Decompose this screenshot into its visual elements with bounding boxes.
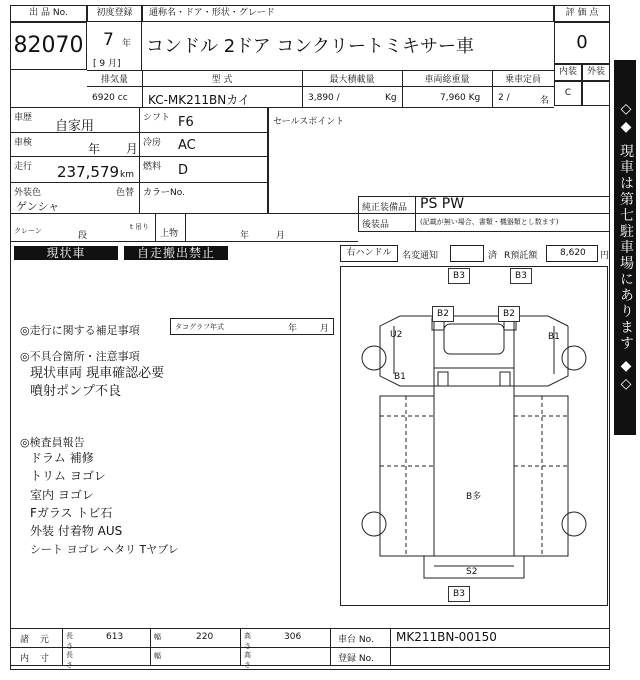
equip-left-rule — [358, 196, 359, 231]
crane-row — [10, 213, 358, 242]
inner-label: 内 寸 — [20, 654, 49, 664]
maxload-value: 3,890 / — [308, 93, 340, 103]
footer-div-2 — [150, 628, 151, 666]
crane-label: クレーン — [14, 227, 42, 235]
spec-divider-4 — [492, 70, 493, 107]
ext-color-label: 外装色 — [14, 188, 42, 198]
mileage-value: 237,579 — [57, 163, 120, 181]
fuel-label: 燃料 — [143, 162, 162, 172]
reg-label: 登録 No. — [338, 654, 374, 664]
footer-rule — [10, 647, 610, 648]
r-fee-label: R預託額 — [504, 251, 538, 261]
equip-mid-rule — [358, 213, 610, 214]
aircon-label: 冷房 — [143, 138, 162, 148]
inspector-line-6: シート ヨゴレ ヘタリ Tヤブレ — [30, 543, 179, 556]
tacho-value: 年 月 — [288, 324, 329, 334]
detail-rule-2 — [10, 156, 268, 157]
maxload-label: 最大積載量 — [329, 75, 375, 85]
mark-u2: U2 — [390, 330, 403, 340]
dims-label: 諸 元 — [20, 635, 49, 645]
equipment-value: PS PW — [420, 196, 465, 212]
equip-label-rule — [415, 196, 416, 231]
gross-label: 車両総重量 — [424, 75, 470, 85]
color-swap-label: 色替 — [116, 188, 135, 198]
capacity-label: 乗車定員 — [504, 75, 541, 85]
mark-b3-front-right: B3 — [510, 268, 532, 284]
aftermarket-note: (記載が無い場合、書類・機器類とし数ます) — [420, 218, 559, 226]
mark-b2-cab-left: B2 — [432, 306, 454, 322]
height-value: 306 — [284, 632, 302, 642]
crane-value: 段 — [78, 231, 88, 241]
spec-divider-3 — [402, 70, 403, 107]
footer-div-3 — [240, 628, 241, 666]
inspector-line-2: トリム ヨゴレ — [30, 469, 106, 483]
vehicle-name-label: 通称名・ドア・形状・グレード — [142, 5, 554, 22]
model-value: KC-MK211BNカイ — [148, 93, 250, 107]
displacement-value: 6920 cc — [92, 93, 128, 103]
detail-rule-1 — [10, 132, 268, 133]
first-reg-year: 7 — [103, 30, 114, 50]
crane-divider — [155, 213, 156, 242]
mark-s2: S2 — [466, 567, 478, 577]
exterior-grade — [582, 81, 610, 106]
maxload-unit: Kg — [385, 93, 397, 103]
mark-b3-front-left: B3 — [448, 268, 470, 284]
capacity-value: 2 / — [498, 93, 510, 103]
width-label: 幅 — [154, 633, 161, 641]
equip-top-rule — [358, 196, 610, 197]
spec-divider-1 — [142, 70, 143, 107]
displacement-label: 排気量 — [100, 75, 128, 85]
defect-line-1: 現状車両 現車確認必要 — [30, 366, 165, 381]
recycle-done: 済 — [488, 251, 498, 261]
r-fee-value: 8,620 — [560, 248, 586, 258]
upper-value: 年 月 — [240, 231, 285, 241]
crane-bottom — [358, 231, 610, 232]
inner-width-label: 幅 — [154, 652, 161, 660]
mileage-label: 走行 — [14, 162, 33, 172]
r-fee-unit: 円 — [600, 251, 610, 261]
truck-diagram — [340, 266, 608, 606]
upper-divider — [185, 213, 186, 242]
inspector-line-3: 室内 ヨゴレ — [30, 488, 94, 502]
fuel-value: D — [178, 163, 189, 178]
length-label: 長さ — [66, 632, 73, 650]
first-reg-cell — [87, 22, 142, 70]
inner-length-label: 長さ — [66, 651, 73, 669]
exterior-label: 外装 — [582, 64, 610, 81]
height-label: 高さ — [244, 632, 251, 650]
inspection-label: 車検 — [14, 138, 33, 148]
shift-value: F6 — [178, 115, 194, 130]
mark-b3-rear: B3 — [448, 586, 470, 602]
inspection-value: 年 月 — [88, 142, 138, 156]
history-value: 自家用 — [55, 119, 95, 134]
shift-label: シフト — [143, 113, 171, 123]
spec-divider-2 — [302, 70, 303, 107]
chassis-label: 車台 No. — [338, 635, 374, 645]
equipment-label: 純正装備品 — [362, 203, 408, 213]
inspector-line-4: Fガラス トビ石 — [30, 506, 113, 520]
footer-div-5 — [390, 628, 391, 666]
first-reg-label: 初度登録 — [87, 5, 142, 22]
footer-div-1 — [62, 628, 63, 666]
capacity-unit: 名 — [540, 96, 550, 106]
score-label: 評 価 点 — [554, 5, 610, 22]
history-label: 車歴 — [14, 113, 33, 123]
first-reg-year-unit: 年 — [122, 39, 132, 49]
score-value: 0 — [554, 22, 610, 64]
inner-height-label: 高さ — [244, 651, 251, 669]
aftermarket-label: 後装品 — [362, 220, 390, 230]
self-drive-prohibited-badge: 自走搬出禁止 — [124, 246, 228, 260]
gross-value: 7,960 Kg — [440, 93, 481, 103]
sales-divider — [268, 107, 269, 213]
first-reg-month: [ 9 月] — [93, 59, 121, 69]
mark-b1-left: B1 — [394, 372, 406, 382]
interior-grade: C — [554, 81, 582, 106]
mileage-unit: km — [120, 170, 134, 180]
current-vehicle-badge: 現状車 — [14, 246, 118, 260]
length-value: 613 — [106, 632, 124, 642]
upper-label: 上物 — [160, 229, 179, 239]
color-no-label: カラーNo. — [143, 188, 185, 198]
inspector-title: ◎検査員報告 — [20, 436, 85, 449]
tacho-label: タコグラフ年式 — [175, 323, 224, 331]
mark-bed: B多 — [466, 492, 482, 502]
name-change-label: 名変通知 — [402, 251, 439, 261]
crane-tons: t 吊り — [130, 223, 149, 231]
interior-label: 内装 — [554, 64, 582, 81]
chassis-value: MK211BN-00150 — [396, 630, 497, 644]
lot-number: 82070 — [10, 22, 87, 70]
lot-label: 出 品 No. — [10, 5, 87, 22]
name-change-box — [450, 245, 484, 262]
travel-notes-title: ◎走行に関する補足事項 — [20, 324, 140, 337]
vehicle-name: コンドル 2ドア コンクリートミキサー車 — [146, 36, 474, 57]
mark-b1-right: B1 — [548, 332, 560, 342]
parking-location-banner: ◇◆ 現車は第七駐車場にあります ◆◇ — [614, 60, 636, 435]
defect-line-2: 噴射ポンプ不良 — [30, 384, 122, 399]
width-value: 220 — [196, 632, 214, 642]
inspector-line-1: ドラム 補修 — [30, 451, 94, 465]
sales-point-label: セールスポイント — [273, 117, 345, 127]
aircon-value: AC — [178, 138, 196, 153]
footer-div-4 — [330, 628, 331, 666]
mark-b2-cab-right: B2 — [498, 306, 520, 322]
defects-title: ◎不具合箇所・注意事項 — [20, 350, 140, 363]
inspector-line-5: 外装 付着物 AUS — [30, 524, 123, 538]
ext-color-value: ゲンシャ — [16, 200, 60, 213]
model-label: 型 式 — [211, 75, 233, 85]
right-hand-drive: 右ハンドル — [340, 245, 398, 262]
detail-rule-3 — [10, 182, 268, 183]
